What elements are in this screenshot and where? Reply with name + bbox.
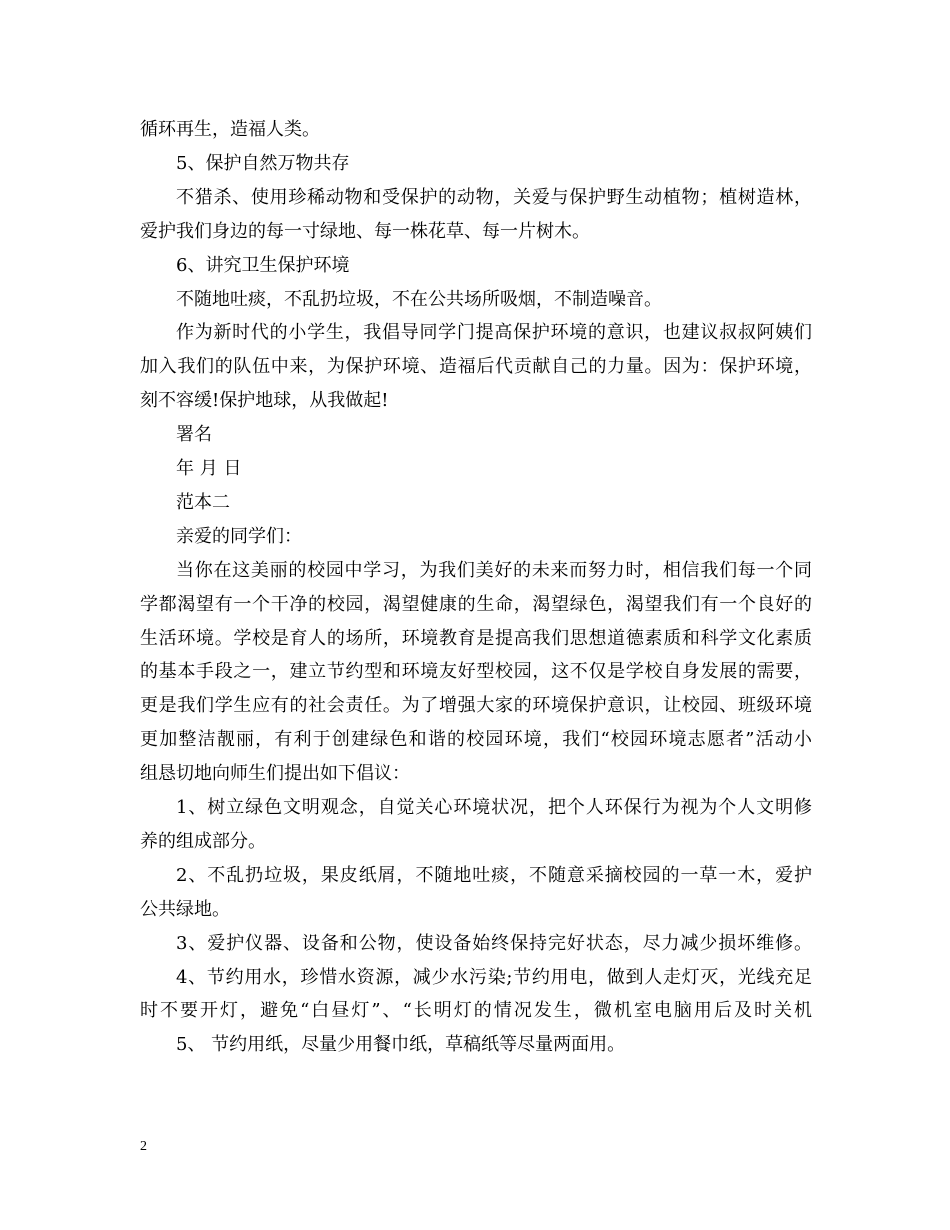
text-line-content: 组恳切地向师生们提出如下倡议： <box>140 763 410 785</box>
text-line-content: 6、讲究卫生保护环境 <box>176 254 350 276</box>
text-line-content: 作为新时代的小学生，我倡导同学门提高保护环境的意识，也建议叔叔阿姨们 <box>176 322 812 344</box>
text-line-content: 加入我们的队伍中来，为保护环境、造福后代贡献自己的力量。因为：保护环境， <box>140 356 812 378</box>
text-line-content: 不猎杀、使用珍稀动物和受保护的动物，关爱与保护野生动植物；植树造林， <box>176 186 812 208</box>
text-line-content: 1、树立绿色文明观念，自觉关心环境状况，把个人环保行为视为个人文明修 <box>176 797 812 818</box>
text-line-content: 亲爱的同学们： <box>176 525 302 547</box>
text-line-content: 更加整洁靓丽，有利于创建绿色和谐的校园环境，我们“校园环境志愿者”活动小 <box>140 729 812 751</box>
text-line-content: 时不要开灯，避免“白昼灯”、“长明灯的情况发生，微机室电脑用后及时关机 <box>140 1000 812 1022</box>
text-line-content: 的基本手段之一，建立节约型和环境友好型校园，这不仅是学校自身发展的需要， <box>140 661 812 683</box>
text-line-content: 2、不乱扔垃圾，果皮纸屑，不随地吐痰，不随意采摘校园的一草一木，爱护 <box>176 864 812 886</box>
text-line-content: 循环再生，造福人类。 <box>140 119 320 140</box>
text-line-content: 学都渴望有一个干净的校园，渴望健康的生命，渴望绿色，渴望我们有一个良好的 <box>140 593 812 615</box>
text-line-content: 4、节约用水，珍惜水资源，减少水污染;节约用电，做到人走灯灭，光线充足 <box>176 966 812 988</box>
text-line-content: 范本二 <box>176 491 230 513</box>
text-line-content: 5、保护自然万物共存 <box>176 152 350 174</box>
text-line-content: 生活环境。学校是育人的场所，环境教育是提高我们思想道德素质和科学文化素质 <box>140 627 812 649</box>
text-line-content: 爱护我们身边的每一寸绿地、每一株花草、每一片树木。 <box>140 220 590 242</box>
page-number: 2 <box>140 1139 147 1154</box>
text-line-content: 公共绿地。 <box>140 898 230 920</box>
text-line-content: 不随地吐痰，不乱扔垃圾，不在公共场所吸烟，不制造噪音。 <box>176 288 662 310</box>
text-line-content: 刻不容缓!保护地球，从我做起! <box>140 390 389 412</box>
text-line-content: 署名 <box>176 424 212 446</box>
text-line-content: 年 月 日 <box>176 458 242 479</box>
text-line-content: 养的组成部分。 <box>140 830 266 852</box>
text-line-content: 当你在这美丽的校园中学习，为我们美好的未来而努力时，相信我们每一个同 <box>176 559 812 581</box>
text-line-content: 5、 节约用纸，尽量少用餐巾纸，草稿纸等尽量两面用。 <box>176 1034 626 1056</box>
text-line-content: 更是我们学生应有的社会责任。为了增强大家的环境保护意识，让校园、班级环境 <box>140 695 812 717</box>
text-line-content: 3、爱护仪器、设备和公物，使设备始终保持完好状态，尽力减少损坏维修。 <box>176 932 812 954</box>
